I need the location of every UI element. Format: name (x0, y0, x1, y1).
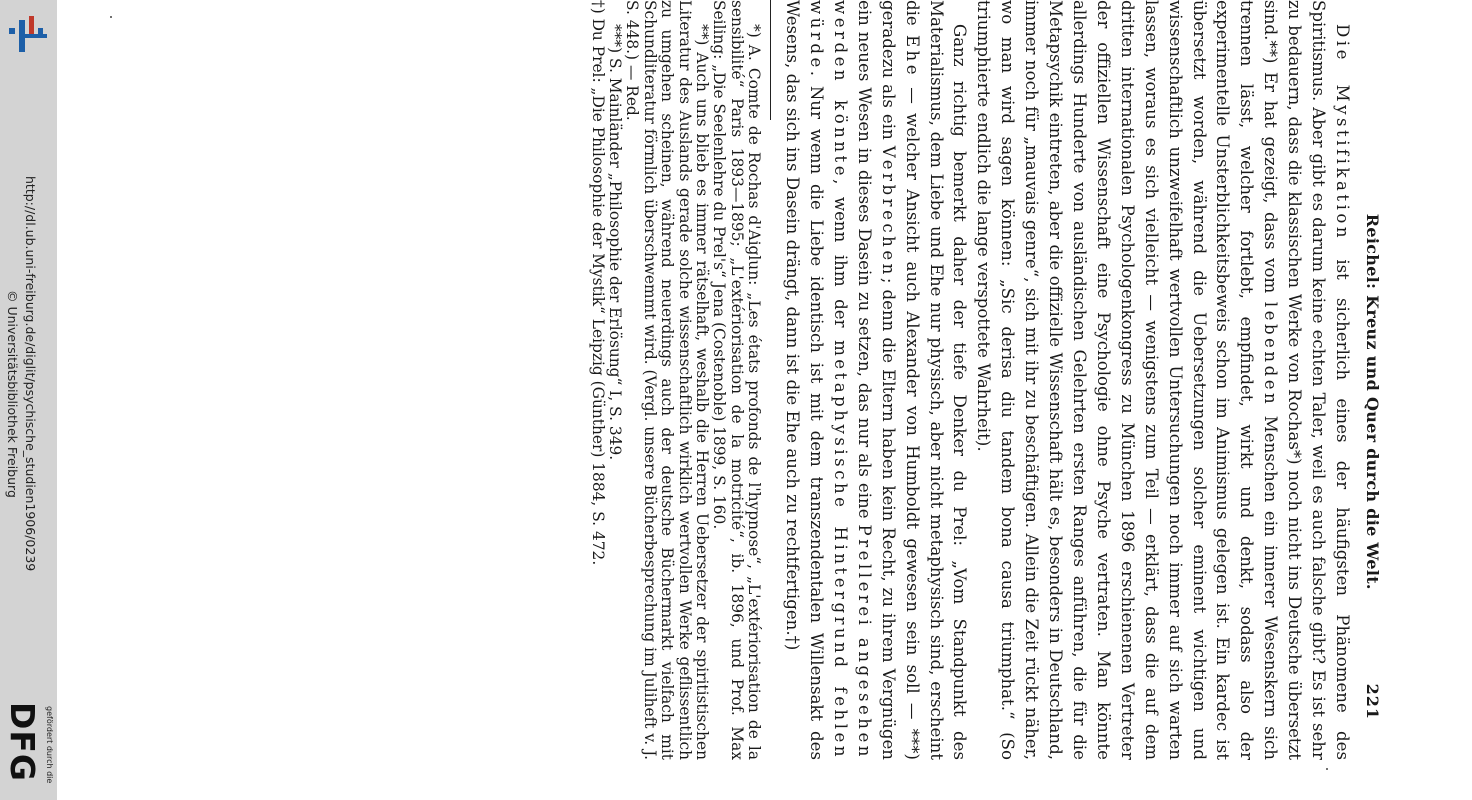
text-run: , wenn ihm der (830, 179, 850, 341)
footnote-divider (770, 0, 771, 120)
dfg-logo-icon (3, 702, 42, 794)
main-text (780, 0, 1354, 760)
scan-speck (110, 16, 112, 18)
footnote: *) A. Comte de Rochas d'Aiglun: „Les états profonds de l'hypnose“, „L'extériorisation de la sensibilité“ Paris 1893—1895; „L'extériorisation de la motricité“, ib. 1896, und Prof. Max Seiling: „Die Seelenlehre du Prel's“ Jena (Costenoble) 1899, S. 160. (710, 0, 764, 760)
spaced-text: lebenden (1261, 301, 1281, 408)
dfg-logo-text: DFG (3, 702, 42, 783)
text-run: ; denn die Eltern haben kein Recht, zu ihrem Vergnügen ein neues Wesen in dieses Dasein zu setzen, das nur als eine (854, 0, 898, 760)
text-run: ist sicherlich eines der häufigsten Phänomene des Spiritismus. Aber gibt es darum keine echten Taler, weil es auch falsche gibt? Es ist sehr zu bedauern, dass die klassischen Werke von Rochas*) noch nicht ins Deutsche übersetzt sind.**) Er hat gezeigt, dass vom (1261, 0, 1352, 760)
copyright-notice: © Universitätsbibliothek Freiburg (5, 290, 20, 498)
text-run: Ganz richtig bemerkt daher der tiefe Denker du Prel: „Vom Standpunkt des Materialismus, dem Liebe und Ehe nur physisch, aber nicht metaphysisch sind, erscheint die (902, 0, 970, 760)
document-url[interactable]: http://dl.ub.uni-freiburg.de/diglit/psychische_studien1906/0239 (23, 176, 38, 572)
running-title: Reichel: Kreuz und Quer durch die Welt. (1363, 213, 1382, 590)
text-run: — welcher Ansicht auch Alexander von Humboldt gewesen sein soll — ***) geradezu als ein (878, 0, 922, 760)
spaced-text: Die Mystifikation (1333, 24, 1352, 242)
footnote: †) Du Prel: „Die Philosophie der Mystik“ Leipzig (Günther) 1884, S. 472. (588, 0, 607, 566)
footnotes (588, 0, 762, 760)
viewer-sidebar (0, 0, 57, 800)
dfg-credit-text: gefördert durch die (45, 706, 54, 784)
page-number: 221 (1363, 683, 1382, 720)
paragraph (972, 0, 1355, 760)
footnote: ***) S. Mainländer „Philosophie der Erlösung“ I, S. 349. (606, 24, 624, 461)
scan-speck (1326, 768, 1328, 770)
footnote: **) Auch uns blieb es immer rätselhaft, weshalb die Herren Uebersetzer der spiritistischen Literatur des Auslands gerade solche wissenschaftlich wirklich wertvollen Werke geflissentlich zu umgehen scheinen, während neuerdings auch der deutsche Büchermarkt vielfach mit Schundliteratur förmlich überschwemmt wird. (Vergl. unsere Bücherbesprechung im Juliheft v. J. S. 448.) — Red. (623, 0, 712, 760)
spaced-text: Ehe (902, 34, 922, 79)
spaced-text: Prellerei angesehen werden könnte (830, 0, 874, 760)
university-library-freiburg-logo-icon (4, 8, 50, 54)
scanned-page (172, 0, 1387, 760)
spaced-text: Verbrechen (878, 145, 898, 278)
text-run: Menschen ein innerer Wesenskern sich trennen lässt, welcher fortlebt, empfindet, wirkt und denkt, sodass also der experimentelle Unsterblichkeitsbeweis schon im Animismus gelegen ist. Ein kardec ist übersetzt worden, während die Uebersetzungen solcher eminent wichtigen und wissenschaftlich unzweifelhaft wertvollen Untersuchungen noch immer auf sich warten lassen, woraus es sich vielleicht — wenigstens zum Teil — erklärt, dass die auf dem dritten internationalen Psychologenkongress zu München 1896 erschienenen Vertreter der offiziellen Wissenschaft eine Psychologie ohne Psyche vertraten. Man könnte allerdings Hunderte von ausländischen Gelehrten ersten Ranges anführen, die für die Metapsychik eintreten, aber die offizielle Wissenschaft hält es, besonders in Deutschland, immer noch für „mauvais genre“, sich mit ihr zu beschäftigen. Allein die Zeit rückt näher, wo man wird sagen können: „Sic derisa diu tandem bona causa triumphat.“ (So triumphierte endlich die lange verspottete Wahrheit). (974, 0, 1281, 760)
text-run: . Nur wenn die Liebe identisch ist mit dem transzendentalen Willensakt des Wesens, das sich ins Dasein drängt, dann ist die Ehe auch zu rechtfertigen.†) (783, 0, 827, 760)
page-header (1360, 0, 1385, 760)
paragraph (780, 0, 971, 760)
spaced-text: metaphysische Hintergrund fehlen würde (807, 0, 850, 761)
